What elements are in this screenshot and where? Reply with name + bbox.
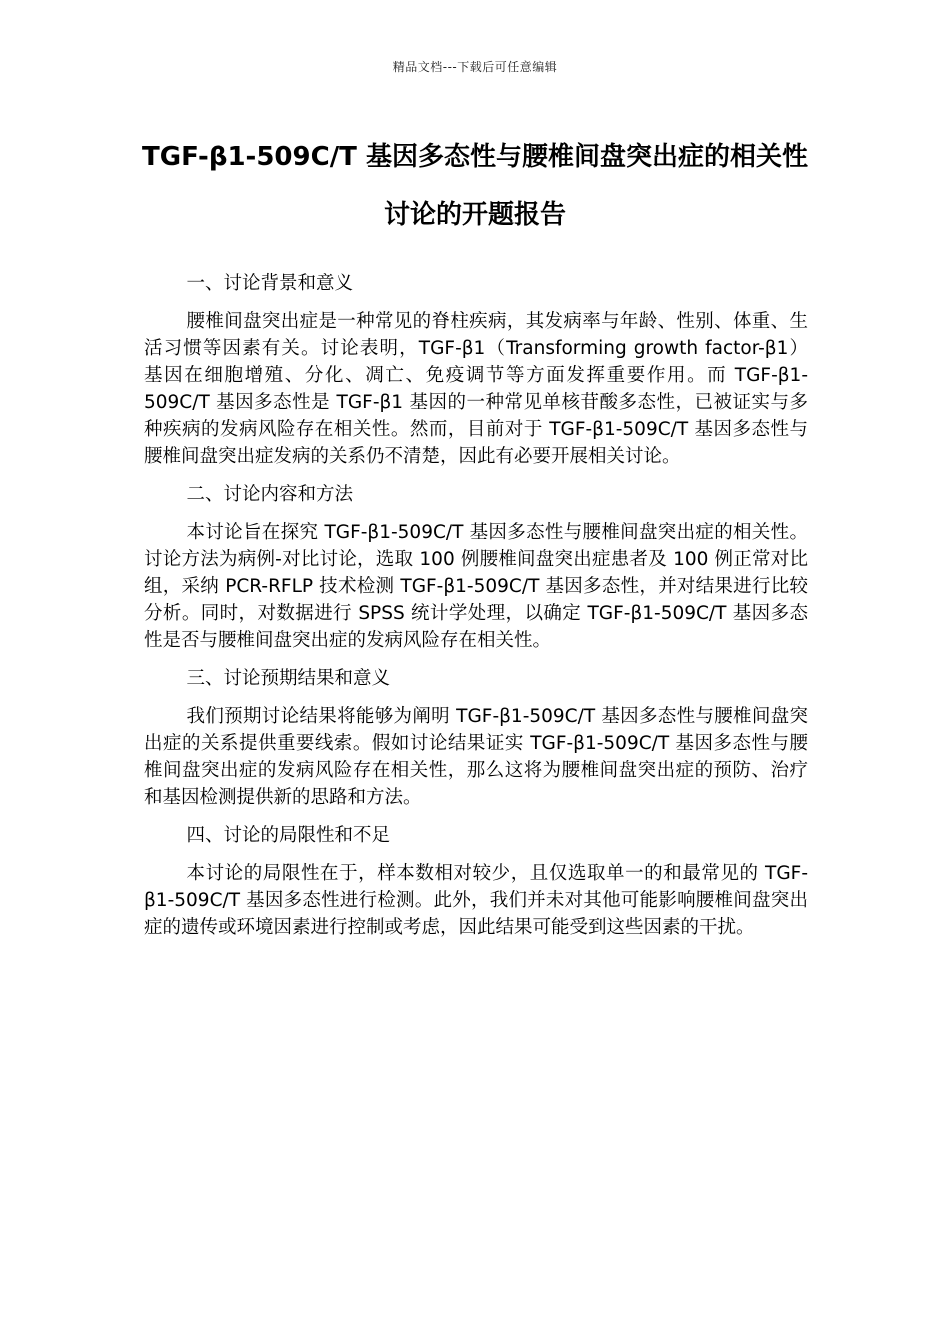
section-heading-methods: 二、讨论内容和方法 — [186, 484, 354, 505]
header-note: 精品文档---下载后可任意编辑 — [392, 60, 558, 74]
section-body-methods: 本讨论旨在探究 TGF-β1-509C/T 基因多态性与腰椎间盘突出症的相关性。讨论方法为病例-对比讨论，选取 100 例腰椎间盘突出症患者及 100 例正常对比组，采纳 PCR-RFLP 技术检测 TGF-β1-509C/T 基因多态性，并对结果进行比较分析。同时，对数据进行 SPSS 统计学处理，以确定 TGF-β1-509C/T 基因多态性是否与腰椎间盘突出症的发病风险存在相关性。 — [144, 522, 808, 651]
section-heading-expected-results: 三、讨论预期结果和意义 — [186, 668, 391, 689]
section-body-limitations: 本讨论的局限性在于，样本数相对较少，且仅选取单一的和最常见的 TGF-β1-509C/T 基因多态性进行检测。此外，我们并未对其他可能影响腰椎间盘突出症的遗传或环境因素进行控制或考虑，因此结果可能受到这些因素的干扰。 — [144, 863, 808, 938]
section-body-background: 腰椎间盘突出症是一种常见的脊柱疾病，其发病率与年龄、性别、体重、生活习惯等因素有关。讨论表明，TGF-β1（Transforming growth factor-β1） 基因在细胞增殖、分化、凋亡、免疫调节等方面发挥重要作用。而 TGF-β1-509C/T 基因多态性是 TGF-β1 基因的一种常见单核苷酸多态性，已被证实与多种疾病的发病风险存在相关性。然而，目前对于 TGF-β1-509C/T 基因多态性与腰椎间盘突出症发病的关系仍不清楚，因此有必要开展相关讨论。 — [144, 311, 808, 467]
document-title: TGF-β1-509C/T 基因多态性与腰椎间盘突出症的相关性讨论的开题报告 — [142, 142, 808, 230]
section-heading-limitations: 四、讨论的局限性和不足 — [186, 825, 391, 846]
section-body-expected-results: 我们预期讨论结果将能够为阐明 TGF-β1-509C/T 基因多态性与腰椎间盘突出症的关系提供重要线索。假如讨论结果证实 TGF-β1-509C/T 基因多态性与腰椎间盘突出症的发病风险存在相关性，那么这将为腰椎间盘突出症的预防、治疗和基因检测提供新的思路和方法。 — [144, 706, 808, 808]
document-body — [144, 270, 808, 952]
section-heading-background: 一、讨论背景和意义 — [186, 273, 354, 294]
